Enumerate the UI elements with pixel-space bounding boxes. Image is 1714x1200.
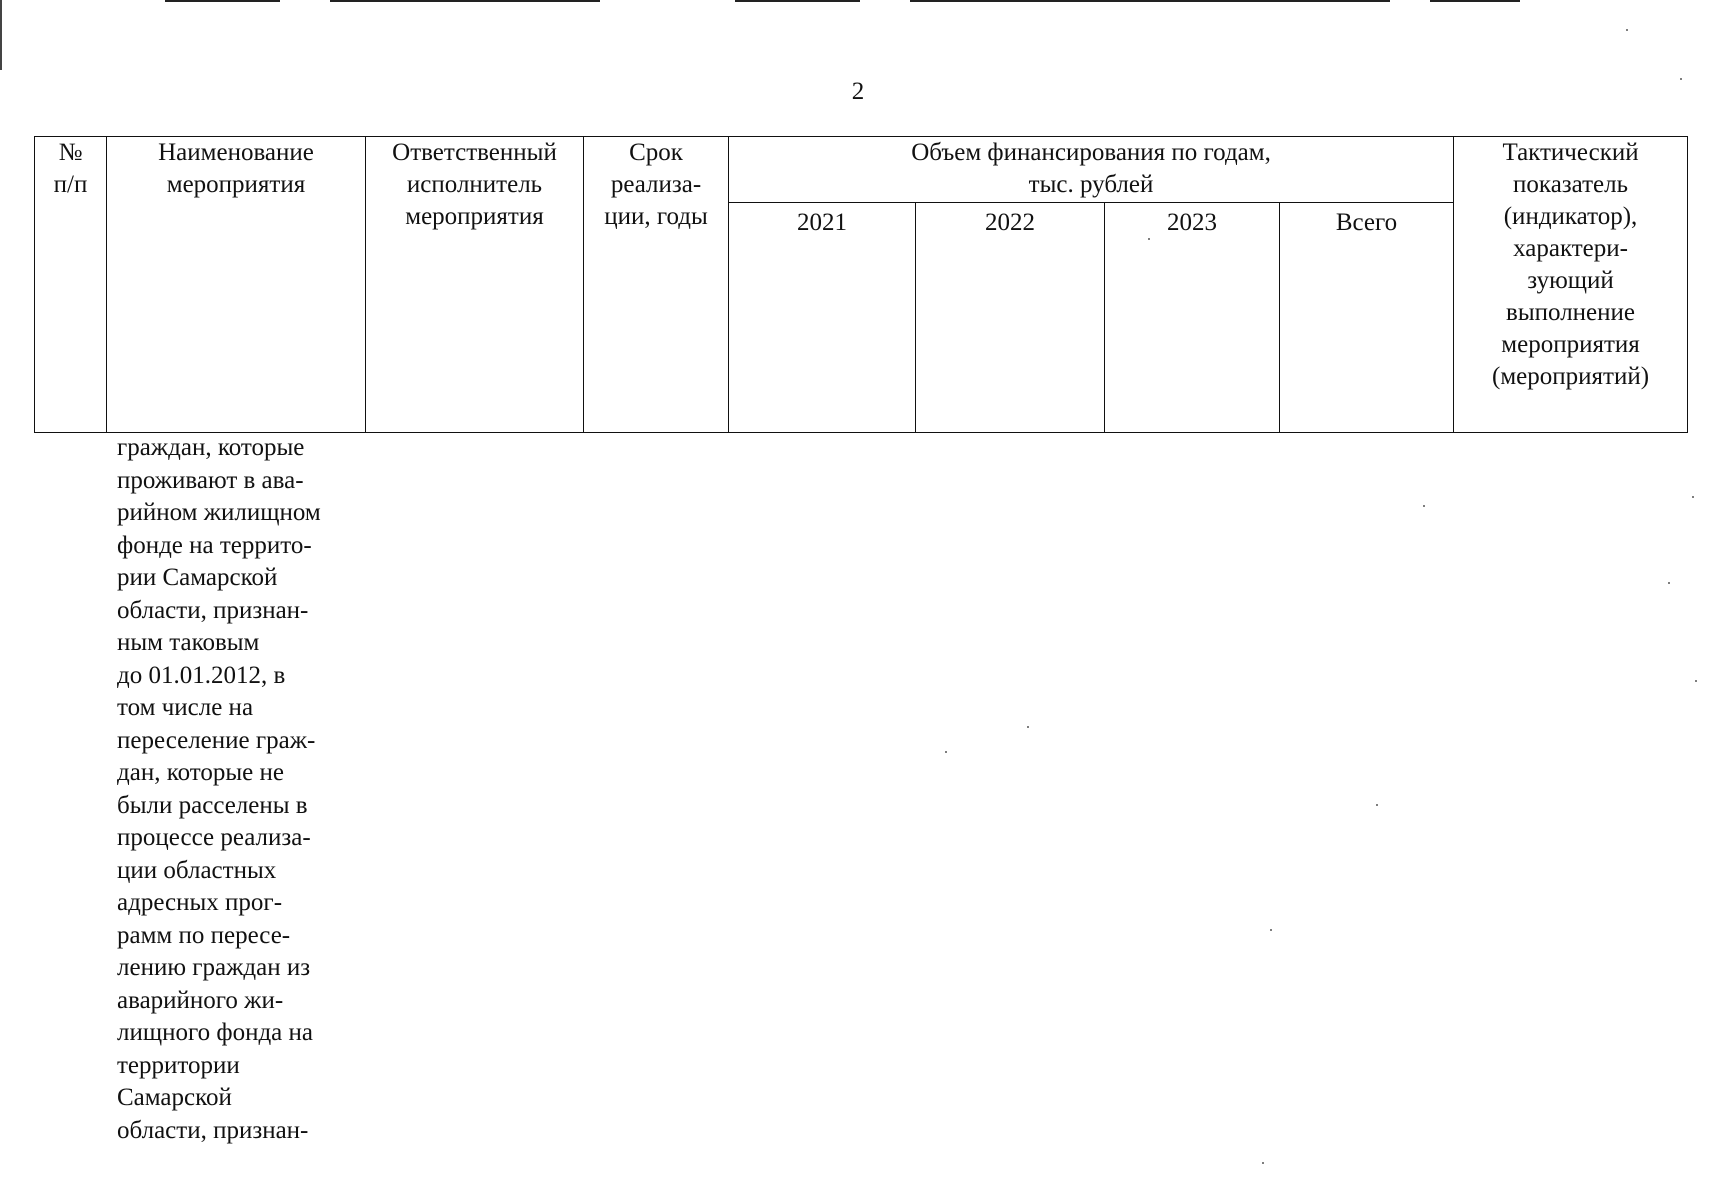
scan-artifact-line — [910, 0, 1390, 2]
header-total-label: Всего — [1335, 209, 1398, 236]
scan-speck — [1695, 680, 1697, 682]
header-indicator-label: Тактический показатель (индикатор), характери- зующий выполнение мероприятия (мероприятий) — [1492, 139, 1650, 390]
scan-speck — [1668, 582, 1670, 584]
scan-artifact-line — [330, 0, 600, 2]
header-name — [107, 137, 366, 433]
scan-speck — [1262, 1162, 1264, 1164]
header-name-label: Наименование мероприятия — [158, 139, 314, 198]
header-funding — [729, 137, 1454, 203]
header-number-label: № п/п — [53, 139, 88, 198]
scan-speck — [945, 751, 947, 753]
scan-speck — [1148, 238, 1150, 240]
header-year-2023 — [1105, 203, 1280, 433]
scan-speck — [1270, 929, 1272, 931]
header-term-label: Срок реализа- ции, годы — [604, 139, 708, 230]
header-indicator — [1454, 137, 1688, 433]
scan-artifact-line — [1430, 0, 1520, 2]
header-year-2021 — [729, 203, 916, 433]
continuation-text: граждан, которые проживают в ава- рийном жилищном фонде на террито- рии Самарской области, признан- ным таковым до 01.01.2012, в том числе на переселение граж- дан, которые не были расселены в процессе реализа- ции областных адресных прог- рамм по пересе- лению граждан из аварийного жи- лищного фонда на территории Самарской области, признан- — [117, 434, 321, 1144]
scan-speck — [1027, 726, 1029, 728]
header-number — [35, 137, 107, 433]
header-year-label: 2022 — [985, 209, 1035, 236]
header-term — [584, 137, 729, 433]
scan-speck — [1626, 29, 1628, 31]
header-year-label: 2021 — [797, 209, 847, 236]
scan-speck — [1376, 804, 1378, 806]
header-year-2022 — [916, 203, 1105, 433]
scan-speck — [1692, 496, 1694, 498]
header-year-label: 2023 — [1167, 209, 1217, 236]
header-executor — [366, 137, 584, 433]
scan-artifact-line — [735, 0, 860, 2]
scan-speck — [1680, 78, 1682, 80]
header-funding-label: Объем финансирования по годам, тыс. рублей — [911, 139, 1271, 198]
scan-artifact-line — [165, 0, 280, 2]
header-executor-label: Ответственный исполнитель мероприятия — [392, 139, 557, 230]
scan-speck — [1423, 505, 1425, 507]
scan-artifact-edge — [0, 0, 2, 70]
plan-table — [34, 136, 1688, 433]
header-total — [1280, 203, 1454, 433]
page-number: 2 — [851, 78, 865, 105]
